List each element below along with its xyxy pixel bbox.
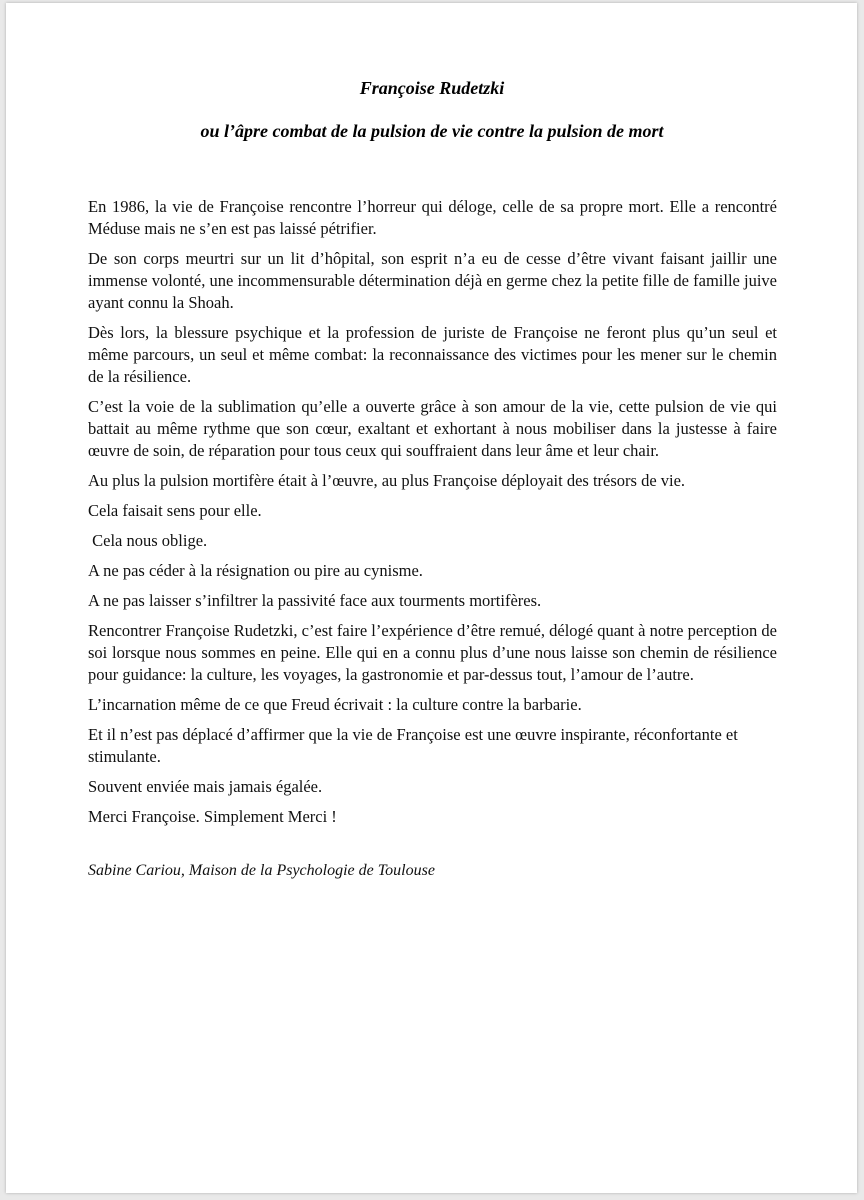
paragraph-8: A ne pas céder à la résignation ou pire au cynisme. bbox=[88, 561, 423, 580]
paragraph-11: L’incarnation même de ce que Freud écrivait : la culture contre la barbarie. bbox=[88, 695, 582, 714]
paragraph-14: Merci Françoise. Simplement Merci ! bbox=[88, 807, 337, 826]
document-title: Françoise Rudetzki bbox=[359, 78, 505, 98]
paragraph-7: Cela nous oblige. bbox=[88, 531, 208, 550]
paragraph-2: De son corps meurtri sur un lit d’hôpital, son esprit n’a eu de cesse d’être vivant faisant jaillir une immense volonté, une incommensurable détermination déjà en germe chez la petite fille de famille juive ayant connu la Shoah. bbox=[88, 249, 777, 312]
paragraph-3: Dès lors, la blessure psychique et la profession de juriste de Françoise ne feront plus qu’un seul et même parcours, un seul et même combat: la reconnaissance des victimes pour les mener sur le chemin de la résilience. bbox=[88, 323, 777, 386]
paragraph-1: En 1986, la vie de Françoise rencontre l’horreur qui déloge, celle de sa propre mort. Elle a rencontré Méduse mais ne s’en est pas laissé pétrifier. bbox=[88, 197, 777, 238]
paragraph-10: Rencontrer Françoise Rudetzki, c’est faire l’expérience d’être remué, délogé quant à notre perception de soi lorsque nous sommes en peine. Elle qui en a connu plus d’une nous laisse son chemin de résilience pour guidance: la culture, les voyages, la gastronomie et par-dessus tout, l’amour de l’autre. bbox=[88, 621, 777, 684]
paragraph-6: Cela faisait sens pour elle. bbox=[88, 501, 262, 520]
paragraph-12: Et il n’est pas déplacé d’affirmer que la vie de Françoise est une œuvre inspirante, réconfortante et stimulante. bbox=[88, 725, 738, 766]
signature: Sabine Cariou, Maison de la Psychologie de Toulouse bbox=[88, 862, 435, 879]
document-subtitle: ou l’âpre combat de la pulsion de vie contre la pulsion de mort bbox=[200, 121, 664, 141]
paragraph-5: Au plus la pulsion mortifère était à l’œuvre, au plus Françoise déployait des trésors de vie. bbox=[88, 471, 686, 490]
paragraph-4: C’est la voie de la sublimation qu’elle a ouverte grâce à son amour de la vie, cette pulsion de vie qui battait au même rythme que son cœur, exaltant et exhortant à nous mobiliser dans la justesse à faire œuvre de soin, de réparation pour tous ceux qui souffraient dans leur âme et leur chair. bbox=[88, 397, 777, 460]
document-body bbox=[88, 196, 777, 836]
paragraph-13: Souvent enviée mais jamais égalée. bbox=[88, 777, 323, 796]
paragraph-9: A ne pas laisser s’infiltrer la passivité face aux tourments mortifères. bbox=[88, 591, 542, 610]
